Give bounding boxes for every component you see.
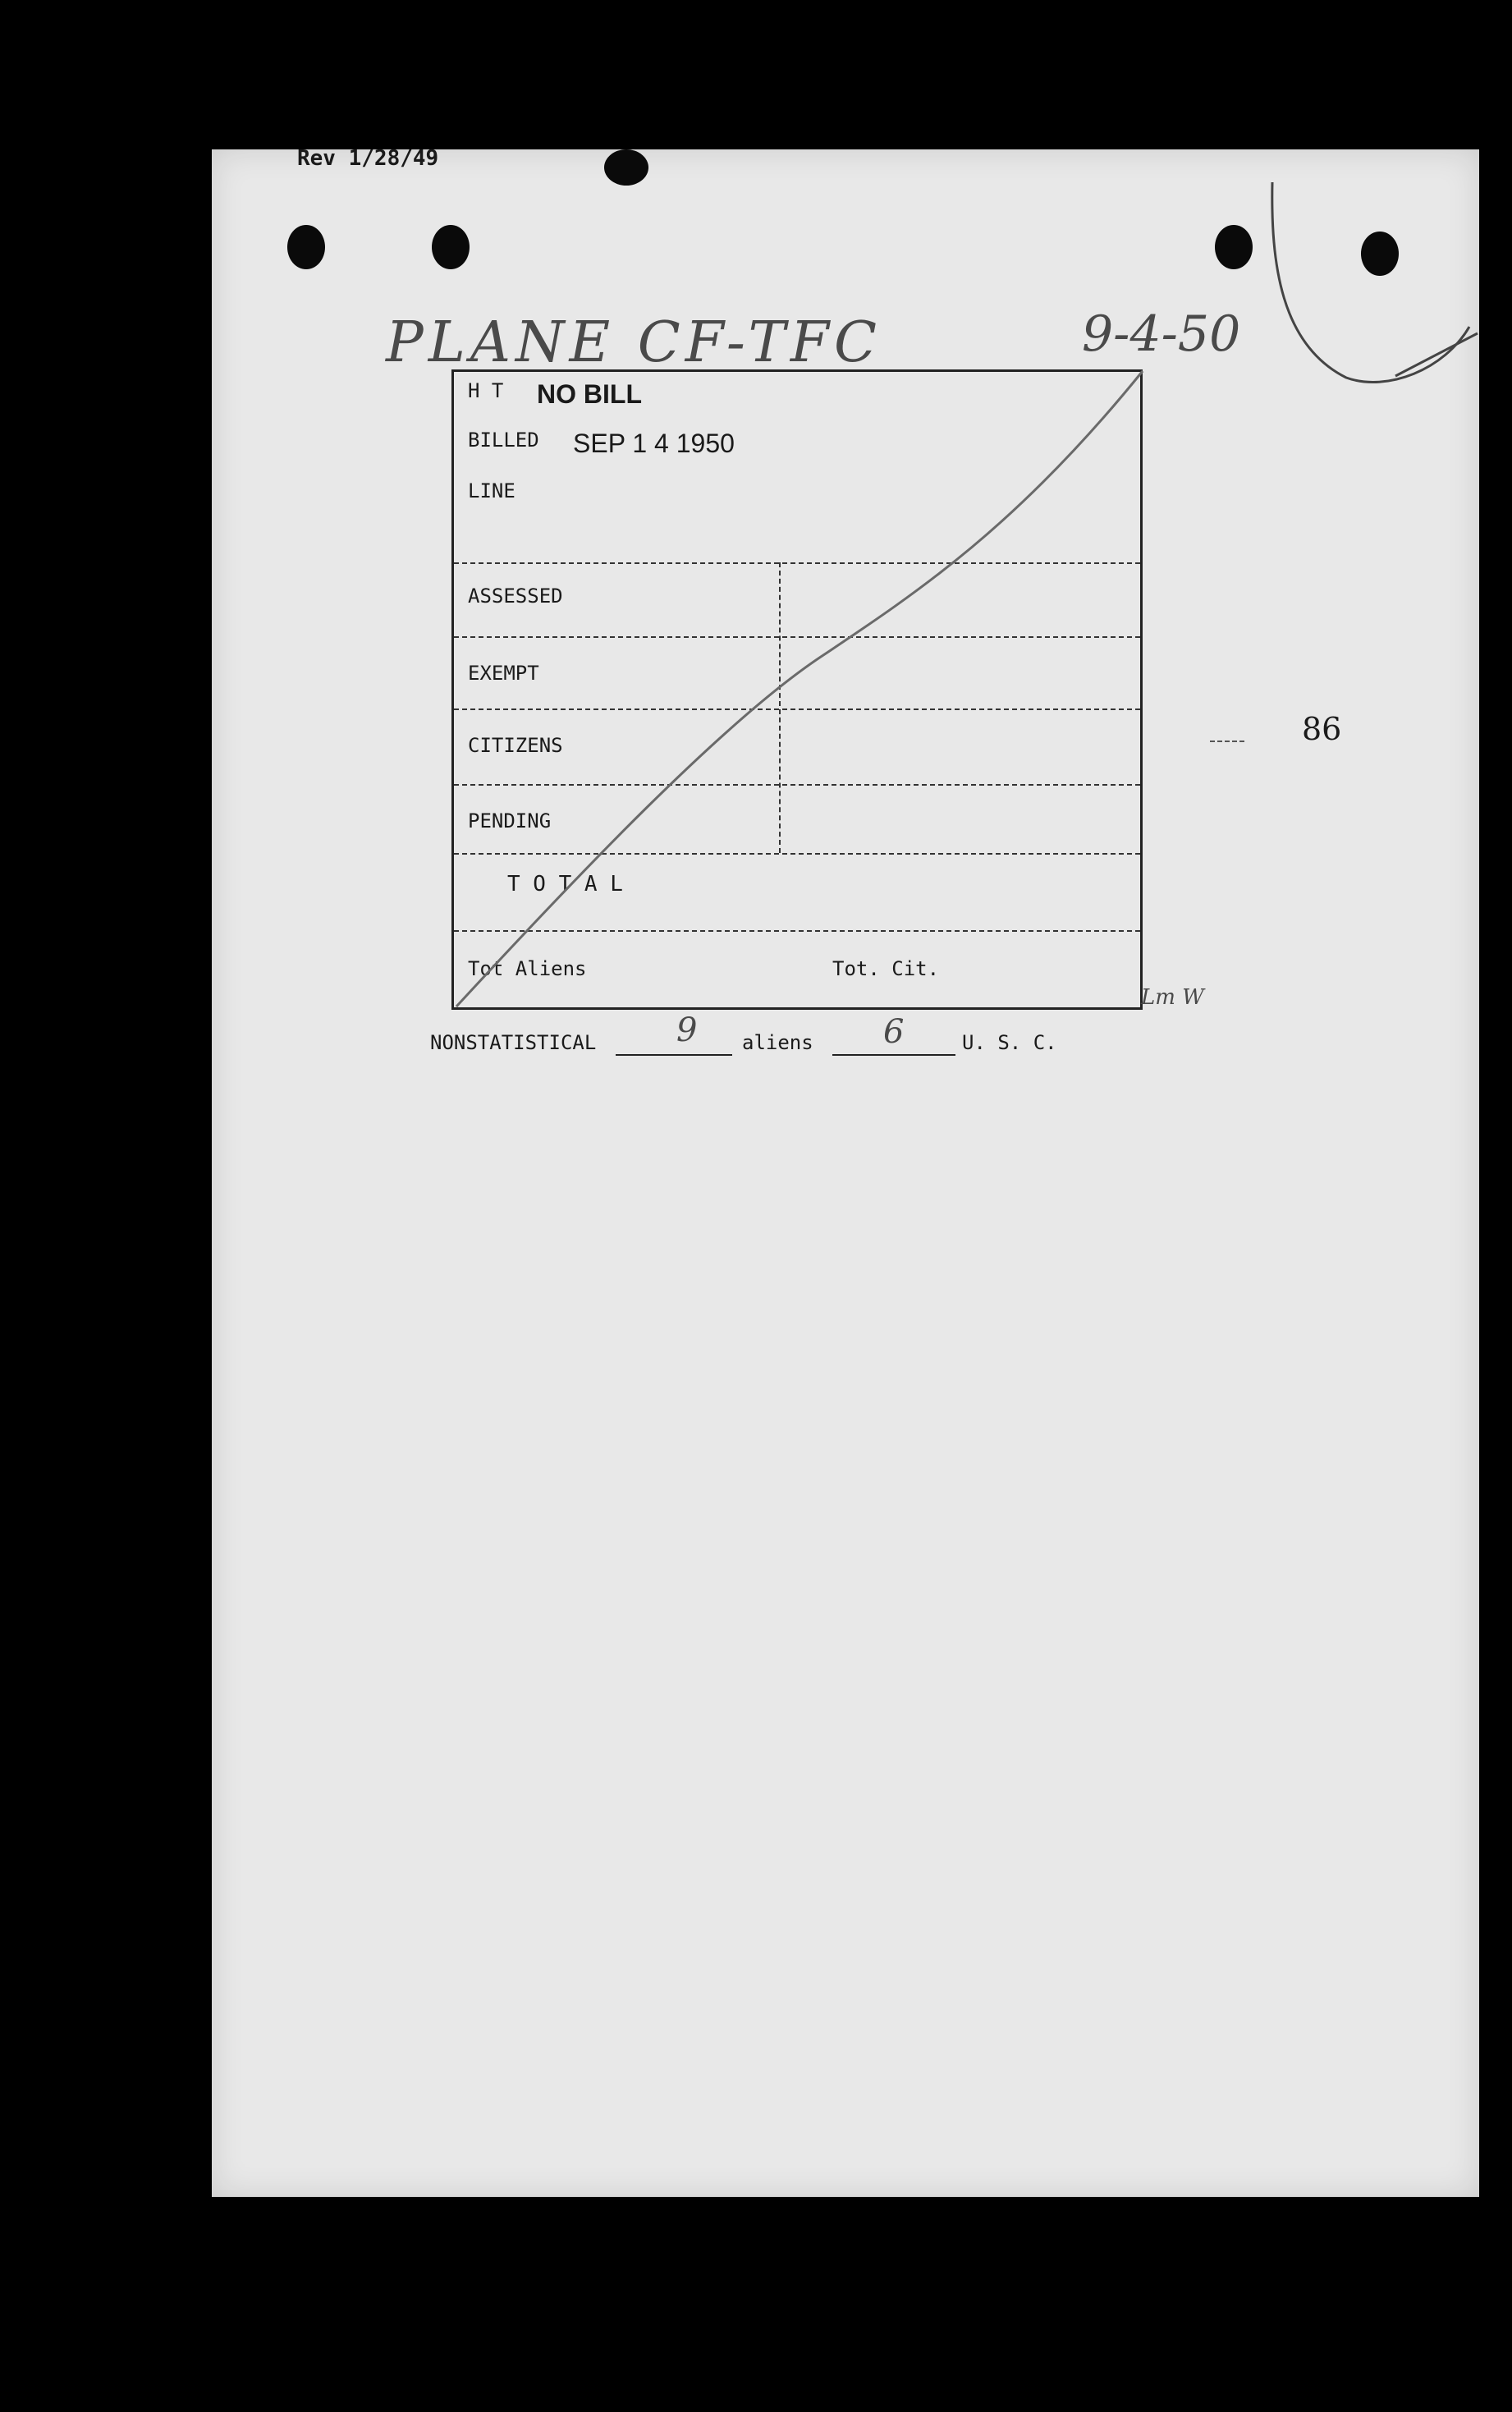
diagonal-cancel-stroke	[456, 371, 1143, 1007]
tot-cit-label: Tot. Cit.	[832, 957, 940, 980]
exempt-label: EXEMPT	[468, 662, 539, 685]
margin-number: 86	[1302, 711, 1342, 747]
pending-label: PENDING	[468, 809, 552, 832]
nonstatistical-label: NONSTATISTICAL	[430, 1031, 597, 1054]
billed-label: BILLED	[468, 429, 539, 452]
usc-label: U. S. C.	[962, 1031, 1057, 1054]
line-label: LINE	[468, 479, 515, 502]
handwritten-title: PLANE CF-TFC	[386, 310, 882, 375]
usc-count: 6	[883, 1013, 905, 1051]
handwritten-initials: Lm W	[1141, 985, 1204, 1010]
corner-slash-stroke	[1395, 333, 1478, 376]
ht-label: H T	[468, 379, 504, 402]
revision-note: Rev 1/28/49	[297, 146, 439, 171]
billed-date-stamp: SEP 1 4 1950	[573, 429, 735, 458]
aliens-label: aliens	[742, 1031, 813, 1054]
total-label: T O T A L	[507, 872, 623, 896]
aliens-count: 9	[676, 1011, 698, 1049]
assessed-label: ASSESSED	[468, 585, 563, 608]
no-bill-stamp: NO BILL	[537, 379, 642, 409]
citizens-label: CITIZENS	[468, 734, 563, 757]
tot-aliens-label: Tot Aliens	[468, 957, 587, 980]
handwritten-date: 9-4-50	[1082, 305, 1241, 363]
